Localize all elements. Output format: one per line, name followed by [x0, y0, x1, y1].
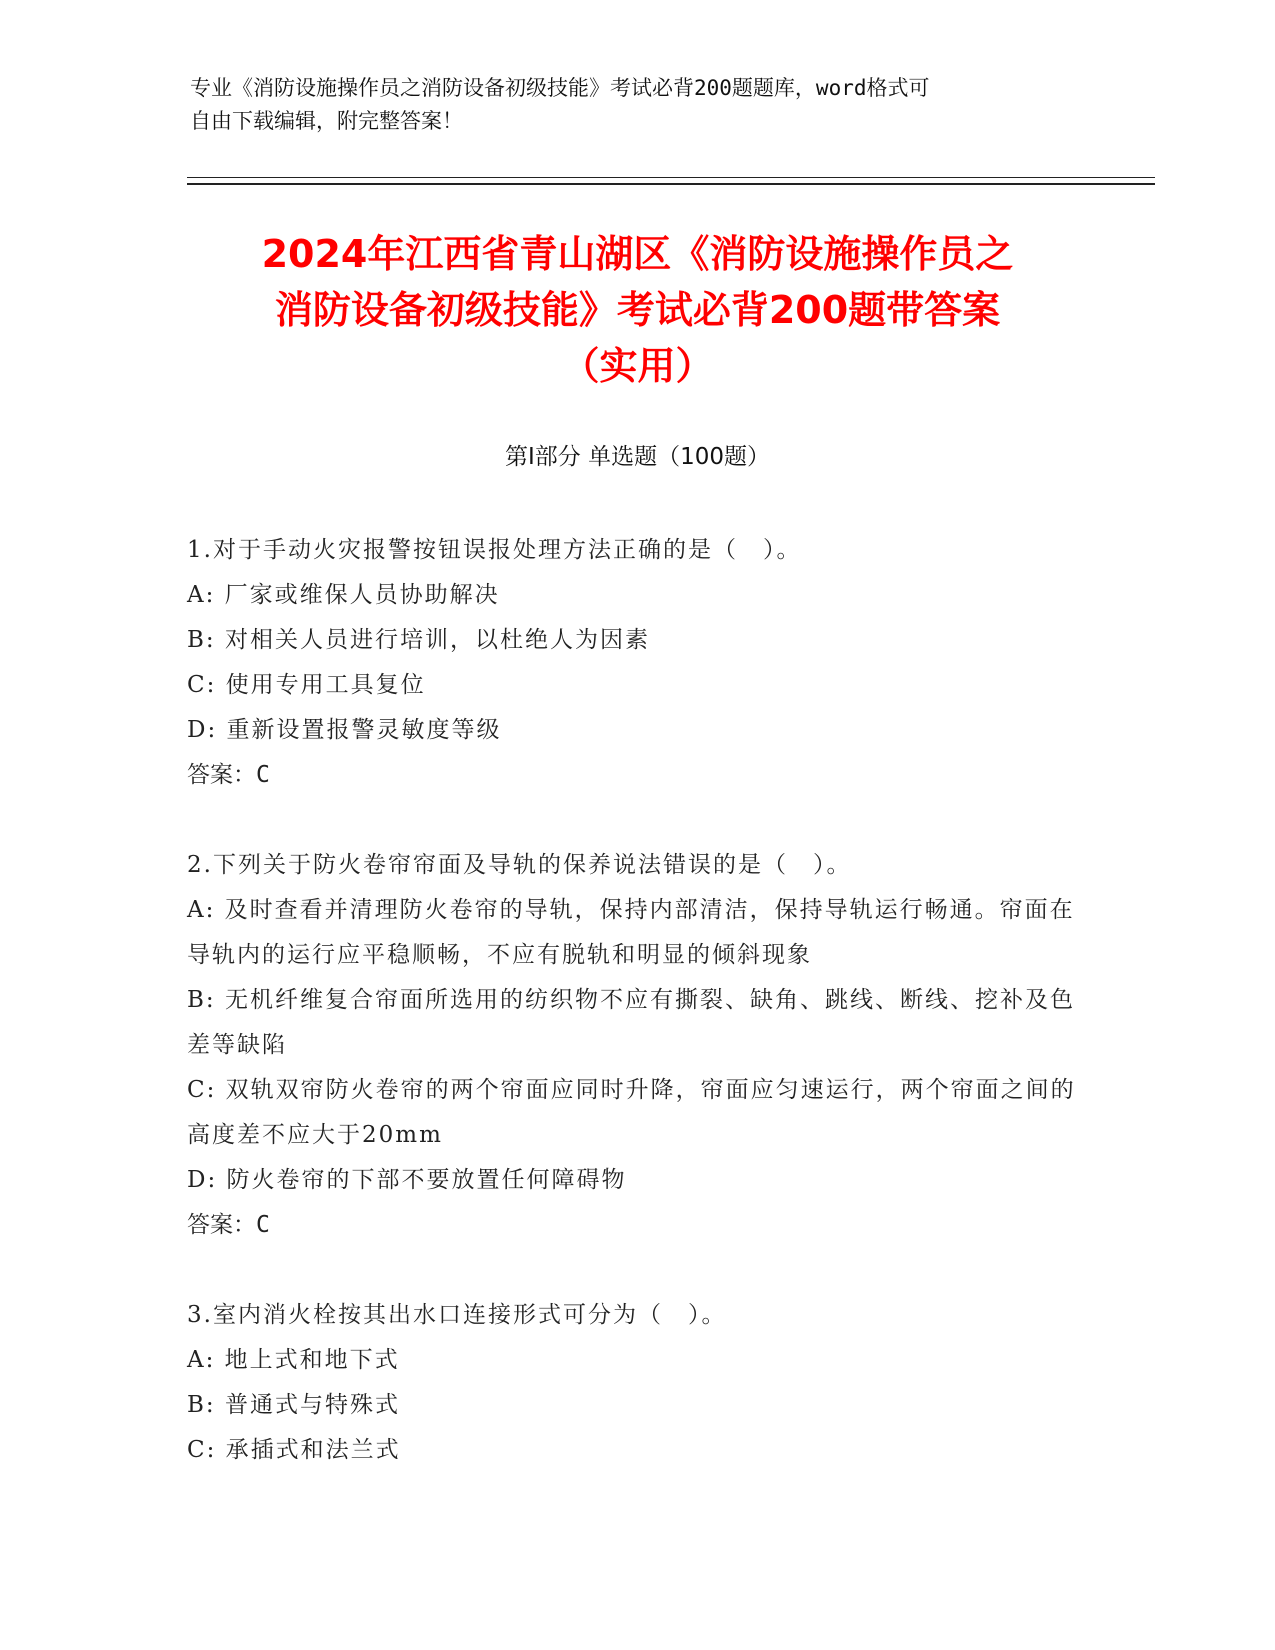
option-c: C: 双轨双帘防火卷帘的两个帘面应同时升降，帘面应匀速运行，两个帘面之间的高度差不应大于20mm — [187, 1077, 1076, 1148]
title-line-2: 消防设备初级技能》考试必背200题带答案 — [274, 288, 1001, 332]
header-note — [190, 72, 1090, 138]
question-text: 3.室内消火栓按其出水口连接形式可分为（ ）。 — [187, 1302, 727, 1328]
option-a: A: 及时查看并清理防火卷帘的导轨，保持内部清洁，保持导轨运行畅通。帘面在导轨内的运行应平稳顺畅，不应有脱轨和明显的倾斜现象 — [187, 897, 1075, 968]
header-note-line-2: 自由下载编辑，附完整答案！ — [190, 109, 463, 133]
answer-label: 答案： — [187, 762, 256, 788]
option-a: A: 地上式和地下式 — [187, 1347, 400, 1373]
answer-line — [187, 1203, 1077, 1248]
option-a: A: 厂家或维保人员协助解决 — [187, 582, 500, 608]
header-divider-thick — [187, 183, 1155, 185]
question-2 — [187, 843, 1077, 1248]
answer-label: 答案： — [187, 1212, 256, 1238]
header-divider-thin — [187, 177, 1155, 178]
document-title — [140, 226, 1135, 394]
question-text: 1.对于手动火灾报警按钮误报处理方法正确的是（ ）。 — [187, 537, 802, 563]
question-text: 2.下列关于防火卷帘帘面及导轨的保养说法错误的是（ ）。 — [187, 852, 852, 878]
option-b: B: 无机纤维复合帘面所选用的纺织物不应有撕裂、缺角、跳线、断线、挖补及色差等缺陷 — [187, 987, 1075, 1058]
option-b: B: 对相关人员进行培训，以杜绝人为因素 — [187, 627, 650, 653]
answer-value: C — [256, 762, 270, 788]
option-b: B: 普通式与特殊式 — [187, 1392, 400, 1418]
question-list — [187, 528, 1077, 1518]
header-note-line-1: 专业《消防设施操作员之消防设备初级技能》考试必背200题题库，word格式可 — [190, 76, 930, 100]
option-d: D: 重新设置报警灵敏度等级 — [187, 717, 502, 743]
option-d: D: 防火卷帘的下部不要放置任何障碍物 — [187, 1167, 627, 1193]
answer-value: C — [256, 1212, 270, 1238]
title-line-1: 2024年江西省青山湖区《消防设施操作员之 — [261, 232, 1014, 276]
title-line-3: （实用） — [561, 344, 714, 388]
option-c: C: 承插式和法兰式 — [187, 1437, 401, 1463]
option-c: C: 使用专用工具复位 — [187, 672, 426, 698]
answer-line — [187, 753, 1077, 798]
question-3 — [187, 1293, 1077, 1473]
section-heading: 第Ⅰ部分 单选题（100题） — [505, 444, 770, 470]
question-1 — [187, 528, 1077, 798]
